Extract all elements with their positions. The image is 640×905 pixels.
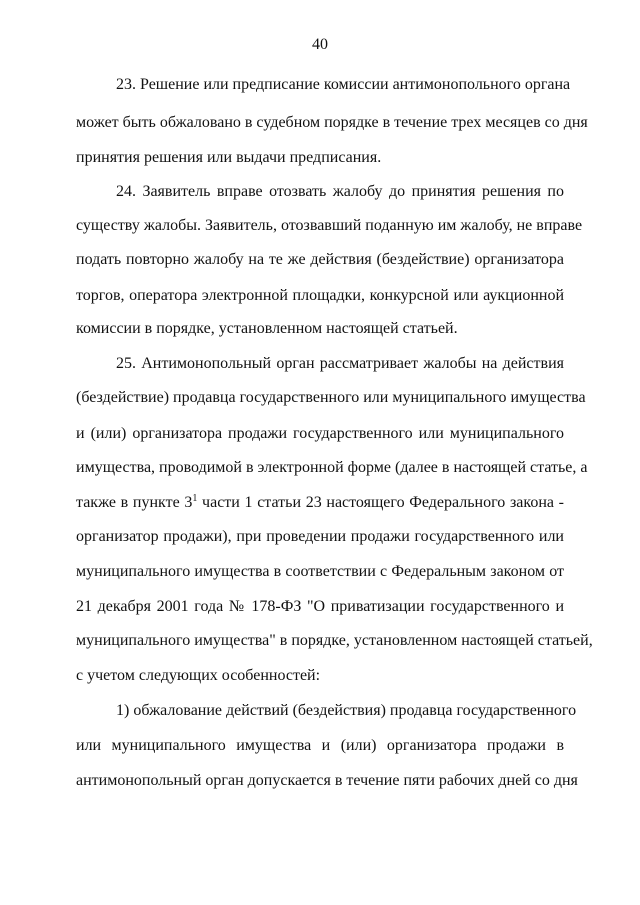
paragraph-24-line-1: 24. Заявитель вправе отозвать жалобу до принятия решения по [116, 183, 564, 200]
paragraph-24-line-2: существу жалобы. Заявитель, отозвавший поданную им жалобу, не вправе [76, 217, 583, 234]
paragraph-23-line-2: может быть обжаловано в судебном порядке в течение трех месяцев со дня [76, 114, 588, 131]
paragraph-25-line-4: имущества, проводимой в электронной форме (далее в настоящей статье, а [76, 459, 588, 476]
paragraph-25-line-10: с учетом следующих особенностей: [76, 667, 321, 684]
paragraph-25-line-1: 25. Антимонопольный орган рассматривает жалобы на действия [116, 355, 564, 372]
paragraph-25-line-5-before: также в пункте 3 [76, 494, 193, 511]
paragraph-25-line-5-after: части 1 статьи 23 настоящего Федерального закона - [197, 494, 565, 511]
paragraph-25-line-8: 21 декабря 2001 года № 178-ФЗ "О приватизации государственного и [76, 598, 564, 615]
item-1-line-2: или муниципального имущества и (или) организатора продажи в [76, 737, 564, 754]
item-1-line-3: антимонопольный орган допускается в течение пяти рабочих дней со дня [76, 772, 578, 789]
paragraph-23-line-3: принятия решения или выдачи предписания. [76, 149, 382, 166]
paragraph-25-line-7: муниципального имущества в соответствии с Федеральным законом от [76, 563, 564, 580]
paragraph-23-line-1: 23. Решение или предписание комиссии антимонопольного органа [116, 76, 571, 93]
paragraph-25-line-5 [76, 493, 564, 513]
paragraph-24-line-4: торгов, оператора электронной площадки, конкурсной или аукционной [76, 287, 564, 304]
superscript-marker: 1 [192, 493, 198, 504]
paragraph-25-line-3: и (или) организатора продажи государственного или муниципального [76, 425, 564, 442]
paragraph-24-line-3: подать повторно жалобу на те же действия (бездействие) организатора [76, 251, 564, 268]
paragraph-25-line-6: организатор продажи), при проведении продажи государственного или [76, 528, 564, 545]
page-number: 40 [312, 36, 328, 53]
paragraph-25-line-9: муниципального имущества" в порядке, установленном настоящей статьей, [76, 632, 593, 649]
paragraph-24-line-5: комиссии в порядке, установленном настоящей статьей. [76, 320, 458, 337]
item-1-line-1: 1) обжалование действий (бездействия) продавца государственного [116, 702, 577, 719]
paragraph-25-line-2: (бездействие) продавца государственного или муниципального имущества [76, 389, 586, 406]
